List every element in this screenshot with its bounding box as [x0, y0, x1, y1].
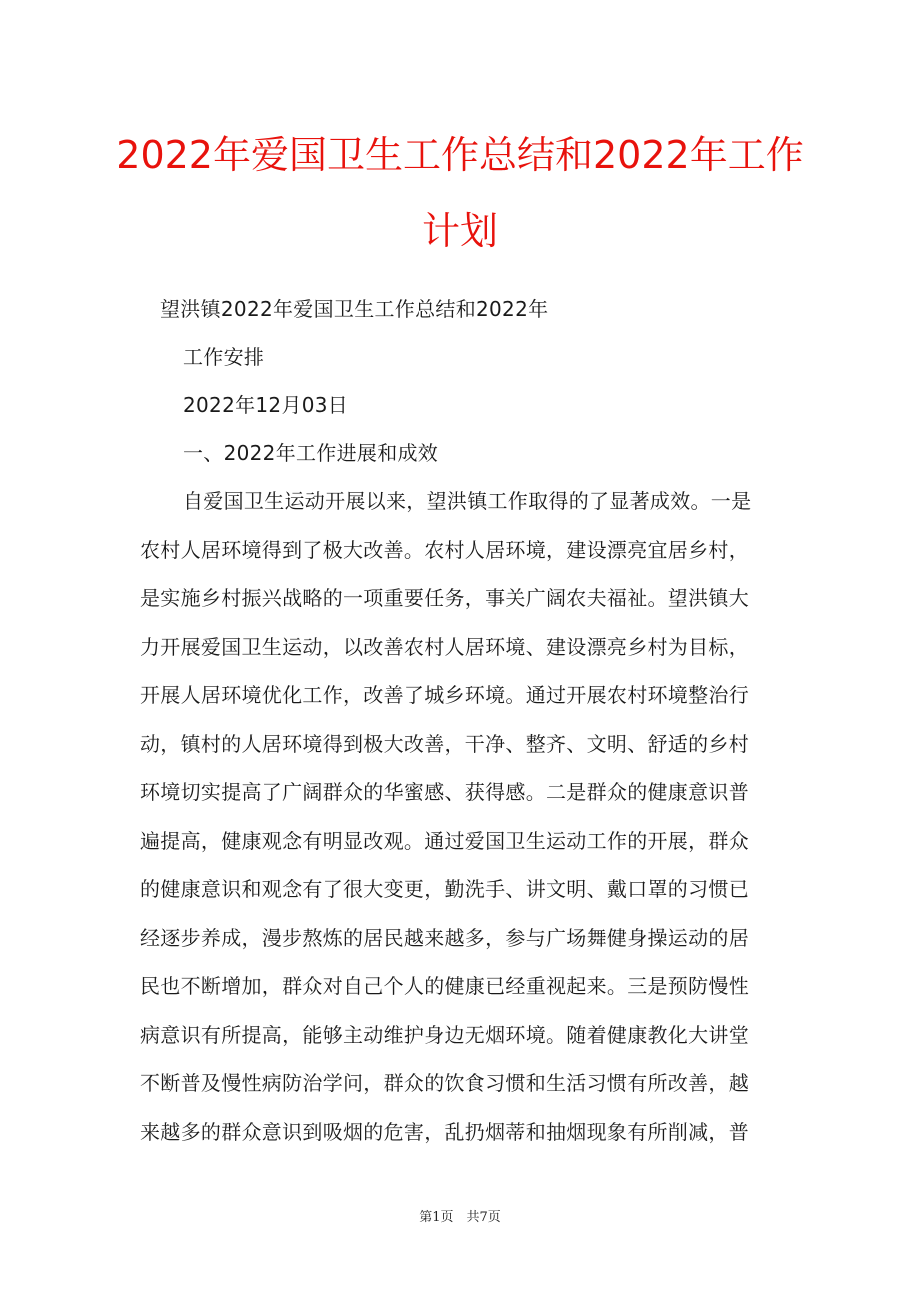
body-line: 来越多的群众意识到吸烟的危害，乱扔烟蒂和抽烟现象有所削减，普 — [140, 1119, 749, 1144]
document-date: 2022年12月03日 — [183, 393, 349, 417]
body-line: 病意识有所提高，能够主动维护身边无烟环境。随着健康教化大讲堂 — [140, 1022, 749, 1047]
section-heading: 一、2022年工作进展和成效 — [183, 441, 439, 465]
body-line: 动，镇村的人居环境得到极大改善，干净、整齐、文明、舒适的乡村 — [140, 731, 749, 756]
body-line: 遍提高，健康观念有明显改观。通过爱国卫生运动工作的开展，群众 — [140, 828, 749, 853]
subtitle-line-2: 工作安排 — [183, 345, 265, 369]
document-title-line-1: 2022年爱国卫生工作总结和2022年工作 — [116, 133, 804, 177]
body-line: 农村人居环境得到了极大改善。农村人居环境，建设漂亮宜居乡村， — [140, 537, 749, 562]
subtitle-line-1: 望洪镇2022年爱国卫生工作总结和2022年 — [160, 297, 549, 321]
body-line: 环境切实提高了广阔群众的华蜜感、获得感。二是群众的健康意识普 — [140, 780, 749, 804]
document-title-line-2: 计划 — [421, 209, 498, 253]
body-line: 的健康意识和观念有了很大变更，勤洗手、讲文明、戴口罩的习惯已 — [140, 877, 749, 901]
body-line: 民也不断增加，群众对自己个人的健康已经重视起来。三是预防慢性 — [140, 974, 749, 998]
body-line: 不断普及慢性病防治学问，群众的饮食习惯和生活习惯有所改善，越 — [140, 1071, 749, 1095]
body-line: 是实施乡村振兴战略的一项重要任务，事关广阔农夫福祉。望洪镇大 — [140, 586, 749, 610]
body-line: 开展人居环境优化工作，改善了城乡环境。通过开展农村环境整治行 — [140, 683, 749, 707]
body-line: 自爱国卫生运动开展以来，望洪镇工作取得的了显著成效。一是 — [183, 489, 752, 513]
body-line: 力开展爱国卫生运动，以改善农村人居环境、建设漂亮乡村为目标， — [140, 634, 749, 659]
page-footer: 第1页 共7页 — [419, 1210, 501, 1225]
body-line: 经逐步养成，漫步熬炼的居民越来越多，参与广场舞健身操运动的居 — [140, 925, 749, 950]
